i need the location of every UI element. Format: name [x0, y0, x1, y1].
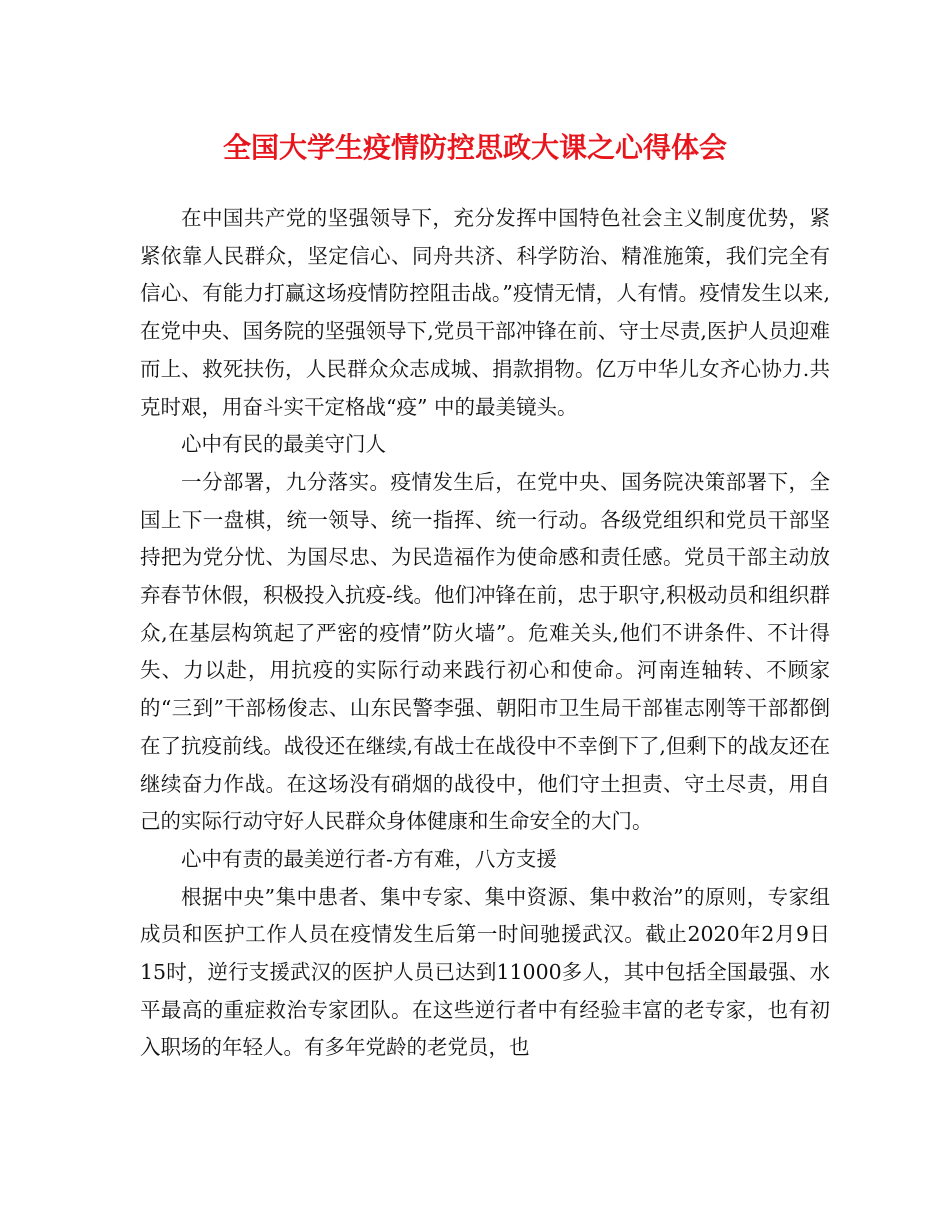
document-title: 全国大学生疫情防控思政大课之心得体会: [222, 131, 727, 164]
paragraph-retrograders: 根据中央”集中患者、集中专家、集中资源、集中救治”的原则，专家组成员和医护工作人员在疫情发生后第一时间驰援武汉。截止2020年2月9日15时，逆行支援武汉的医护人员已达到11000多人，其中包括全国最强、水平最高的重症救治专家团队。在这些逆行者中有经验丰富的老专家，也有初入职场的年轻人。有多年党龄的老党员，也: [140, 884, 830, 1060]
paragraph-intro: 在中国共产党的坚强领导下，充分发挥中国特色社会主义制度优势，紧紧依靠人民群众，坚定信心、同舟共济、科学防治、精准施策，我们完全有信心、有能力打赢这场疫情防控阻击战。”疫情无情，人有情。疫情发生以来,在党中央、国务院的坚强领导下,党员干部冲锋在前、守士尽责,医护人员迎难而上、救死扶伤，人民群众众志成城、捐款捐物。亿万中华儿女齐心协力.共克时艰，用奋斗实干定格战“疫” 中的最美镜头。: [140, 206, 830, 419]
section-heading-guardians: 心中有民的最美守门人: [181, 432, 386, 457]
section-heading-retrograders: 心中有责的最美逆行者-方有难，八方支援: [181, 846, 557, 871]
document-body: [140, 200, 830, 1067]
paragraph-guardians: 一分部署，九分落实。疫情发生后，在党中央、国务院决策部署下，全国上下一盘棋，统一领导、统一指挥、统一行动。各级党组织和党员干部坚持把为党分忧、为国尽忠、为民造福作为使命感和责任感。党员干部主动放弃春节休假，积极投入抗疫-线。他们冲锋在前，忠于职守,积极动员和组织群众,在基层构筑起了严密的疫情”防火墙”。危难关头,他们不讲条件、不计得失、力以赴，用抗疫的实际行动来践行初心和使命。河南连轴转、不顾家的“三到”干部杨俊志、山东民警李强、朝阳市卫生局干部崔志刚等干部都倒在了抗疫前线。战役还在继续,有战士在战役中不幸倒下了,但剩下的战友还在继续奋力作战。在这场没有硝烟的战役中，他们守土担责、守土尽责，用自己的实际行动守好人民群众身体健康和生命安全的大门。: [140, 469, 830, 834]
